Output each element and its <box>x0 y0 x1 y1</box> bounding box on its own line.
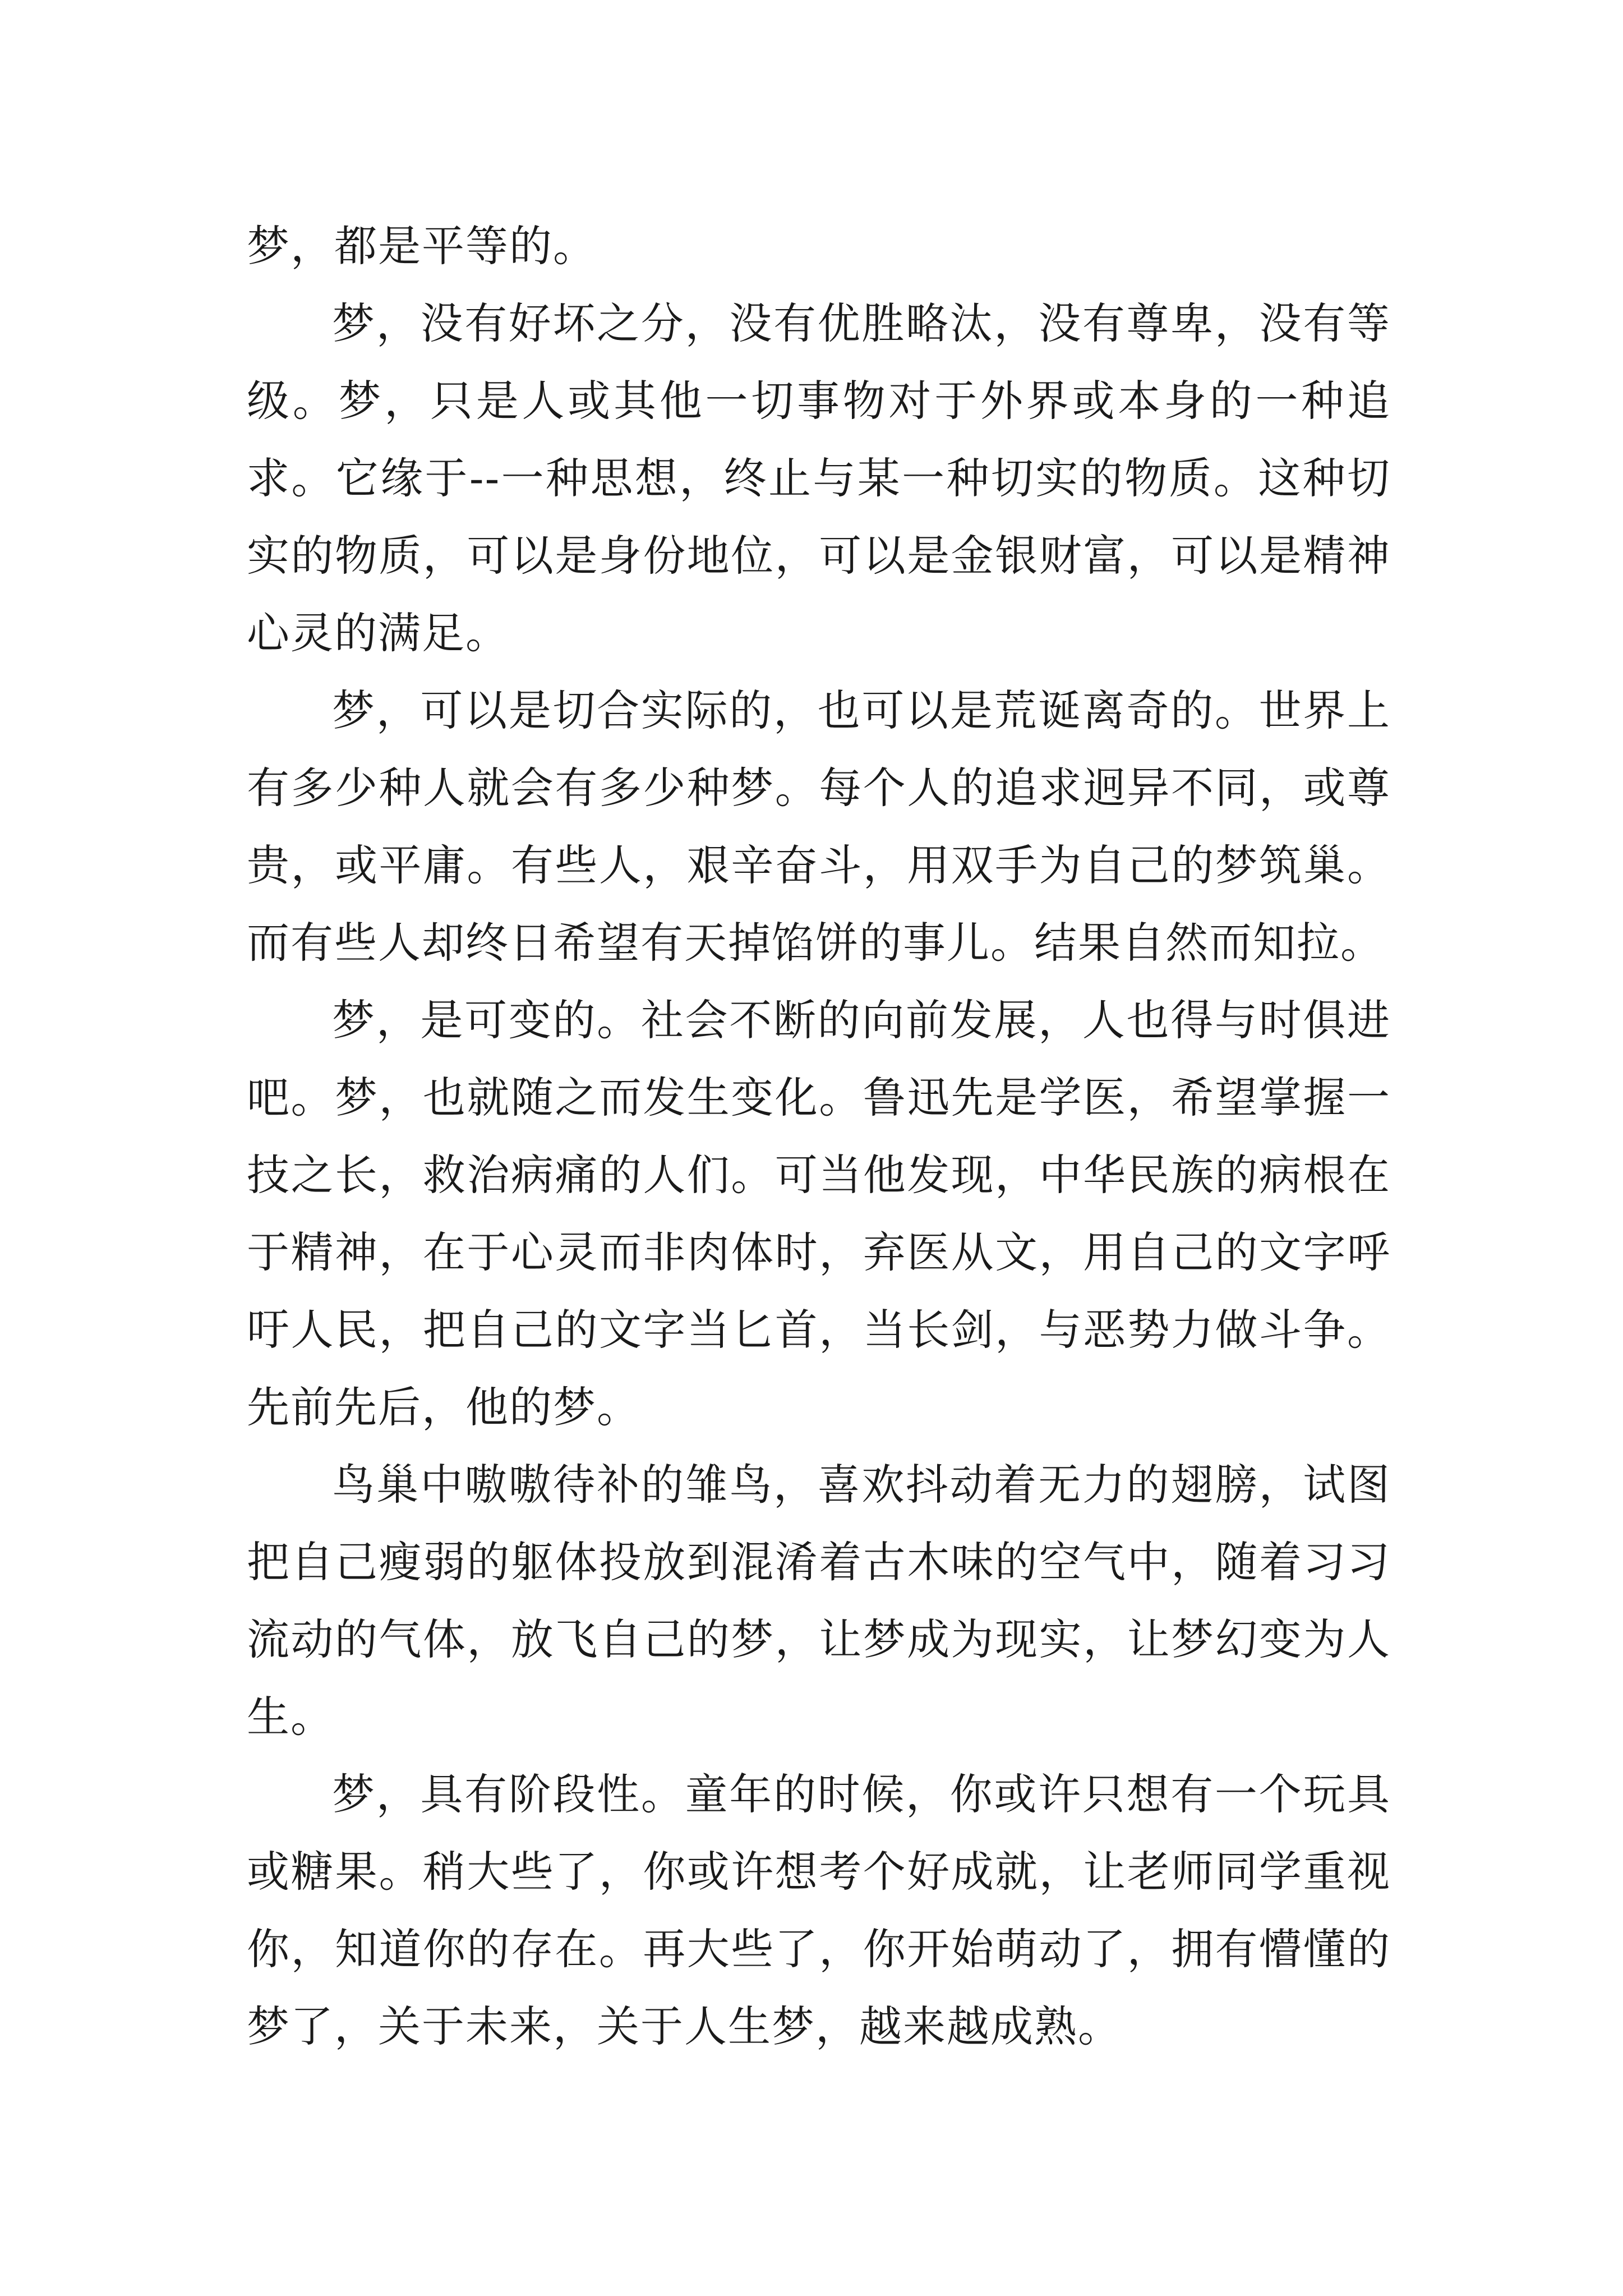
paragraph: 梦，可以是切合实际的，也可以是荒诞离奇的。世界上有多少种人就会有多少种梦。每个人的追求迥异不同，或尊贵，或平庸。有些人，艰辛奋斗，用双手为自己的梦筑巢。而有些人却终日希望有天掉馅饼的事儿。结果自然而知拉。 <box>247 685 1391 968</box>
paragraph: 梦，具有阶段性。童年的时候，你或许只想有一个玩具或糖果。稍大些了，你或许想考个好成就，让老师同学重视你，知道你的存在。再大些了，你开始萌动了，拥有懵懂的梦了，关于未来，关于人生梦，越来越成熟。 <box>247 1769 1391 2051</box>
paragraph: 梦，没有好坏之分，没有优胜略汰，没有尊卑，没有等级。梦，只是人或其他一切事物对于外界或本身的一种追求。它缘于--一种思想，终止与某一种切实的物质。这种切实的物质，可以是身份地位，可以是金银财富，可以是精神心灵的满足。 <box>247 298 1391 658</box>
paragraph: 鸟巢中嗷嗷待补的雏鸟，喜欢抖动着无力的翅膀，试图把自己瘦弱的躯体投放到混淆着古木味的空气中，随着习习流动的气体，放飞自己的梦，让梦成为现实，让梦幻变为人生。 <box>247 1460 1391 1742</box>
paragraph: 梦，都是平等的。 <box>247 221 597 271</box>
paragraph: 梦，是可变的。社会不断的向前发展，人也得与时俱进吧。梦，也就随之而发生变化。鲁迅先是学医，希望掌握一技之长，救治病痛的人们。可当他发现，中华民族的病根在于精神，在于心灵而非肉体时，弃医从文，用自己的文字呼吁人民，把自己的文字当匕首，当长剑，与恶势力做斗争。先前先后，他的梦。 <box>247 995 1391 1432</box>
document-body <box>247 208 1391 2065</box>
